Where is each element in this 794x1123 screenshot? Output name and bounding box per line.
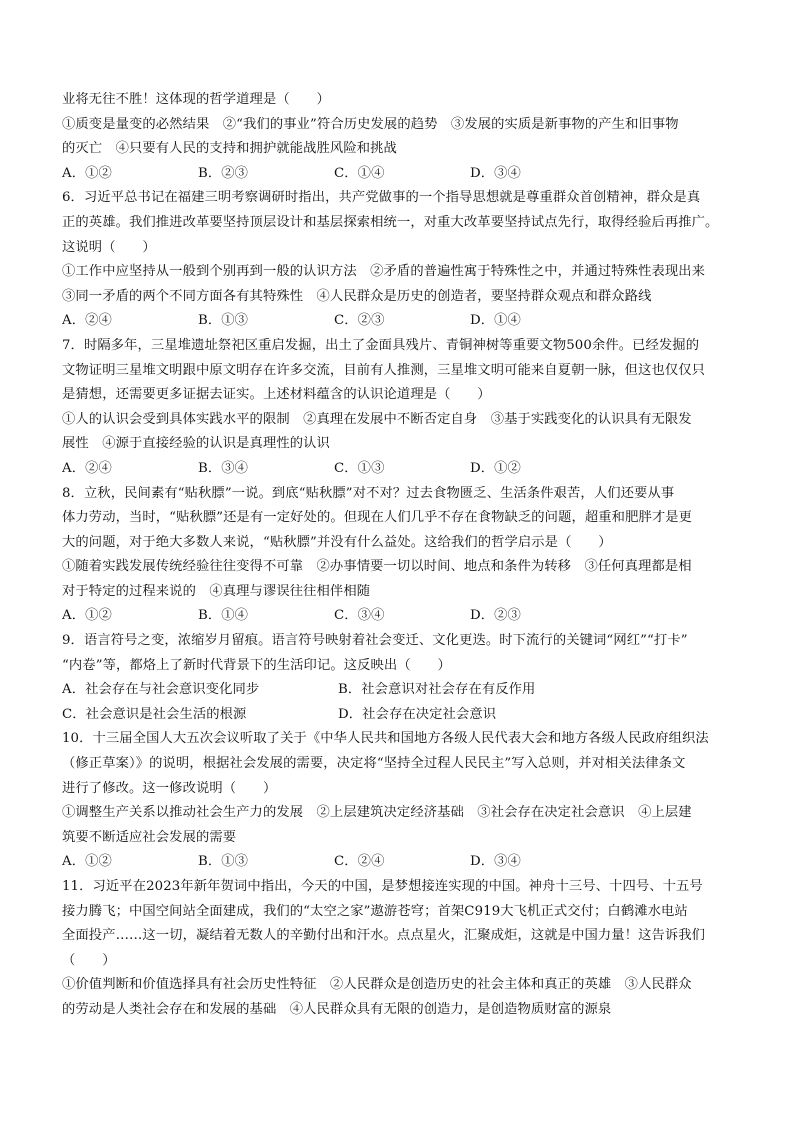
q9-option-d: D．社会存在决定社会意识 <box>338 706 497 722</box>
q10-statements: 筑要不断适应社会发展的需要 <box>62 829 237 845</box>
q9-option-c: C．社会意识是社会生活的根源 <box>62 706 247 722</box>
q10-statements: ①调整生产关系以推动社会生产力的发展 ②上层建筑决定经济基础 ③社会存在决定社会意识 ④上层建 <box>62 805 692 821</box>
q9-stem: 9．语言符号之变，浓缩岁月留痕。语言符号映射着社会变迁、文化更迭。时下流行的关键词“网红”“打卡” <box>62 633 688 649</box>
q7-options <box>62 457 734 482</box>
q5-options <box>62 162 734 187</box>
q6-stem: 正的英雄。我们推进改革要坚持顶层设计和基层探索相统一，对重大改革要坚持试点先行，取得经验后再推广。 <box>62 214 719 230</box>
q5-option-c: C．①④ <box>334 165 385 181</box>
q9-options-row1 <box>62 678 734 703</box>
q7-option-d: D．①② <box>470 460 521 476</box>
q10-option-b: B．①③ <box>198 854 249 870</box>
q9-option-a: A．社会存在与社会意识变化同步 <box>62 682 260 698</box>
q9-options-row2 <box>62 703 734 728</box>
q8-statements: 对于特定的过程来说的 ④真理与谬误往往相伴相随 <box>62 583 371 599</box>
q6-options <box>62 309 734 334</box>
q10-option-c: C．②④ <box>334 854 385 870</box>
q7-statements: 展性 ④源于直接经验的认识是真理性的认识 <box>62 436 330 452</box>
q10-option-d: D．③④ <box>470 854 521 870</box>
q8-options <box>62 604 734 629</box>
q7-option-c: C．①③ <box>334 460 385 476</box>
q6-option-d: D．①④ <box>470 313 521 329</box>
q8-option-c: C．③④ <box>334 608 385 624</box>
q6-statements: ①工作中应坚持从一般到个别再到一般的认识方法 ②矛盾的普遍性寓于特殊性之中，并通过特殊性表现出来 <box>62 264 706 280</box>
q8-option-d: D．②③ <box>470 608 521 624</box>
q7-stem: 文物证明三星堆文明跟中原文明存在许多交流，目前有人推测，三星堆文明可能来自夏朝一脉，但这也仅仅只 <box>62 362 706 378</box>
q10-option-a: A．①② <box>62 854 112 870</box>
q5-statements-cont: 的灭亡 ④只要有人民的支持和拥护就能战胜风险和挑战 <box>62 141 397 157</box>
q8-stem: 体力劳动，当时，“贴秋膘”还是有一定好处的。但现在人们几乎不存在食物缺乏的问题，超重和肥胖才是更 <box>62 510 693 526</box>
q8-option-b: B．①④ <box>198 608 249 624</box>
q5-option-b: B．②③ <box>198 165 249 181</box>
q9-stem: “内卷”等，都烙上了新时代背景下的生活印记。这反映出（ ） <box>62 657 451 673</box>
q7-statements: ①人的认识会受到具体实践水平的限制 ②真理在发展中不断否定自身 ③基于实践变化的认识具有无限发 <box>62 411 692 427</box>
q6-option-b: B．①③ <box>198 313 249 329</box>
q10-stem: 进行了修改。这一修改说明（ ） <box>62 780 277 796</box>
q5-option-d: D．③④ <box>470 165 521 181</box>
q5-option-a: A．①② <box>62 165 112 181</box>
q7-stem: 7．时隔多年，三星堆遗址祭祀区重启发掘，出土了金面具残片、青铜神树等重要文物500余件。已经发掘的 <box>62 337 700 353</box>
q5-statements: ①质变是量变的必然结果 ②“我们的事业”符合历史发展的趋势 ③发展的实质是新事物的产生和旧事物 <box>62 116 679 132</box>
q6-stem: 这说明（ ） <box>62 239 156 255</box>
q6-option-c: C．②③ <box>334 313 385 329</box>
q11-statements: ①价值判断和价值选择具有社会历史性特征 ②人民群众是创造历史的社会主体和真正的英雄 ③人民群众 <box>62 977 692 993</box>
q6-statements: ③同一矛盾的两个不同方面各有其特殊性 ④人民群众是历史的创造者，要坚持群众观点和群众路线 <box>62 288 652 304</box>
q11-statements: 的劳动是人类社会存在和发展的基础 ④人民群众具有无限的创造力，是创造物质财富的源泉 <box>62 1001 612 1017</box>
q6-stem: 6．习近平总书记在福建三明考察调研时指出，共产党做事的一个指导思想就是尊重群众首创精神，群众是真 <box>62 190 701 206</box>
q8-stem: 8．立秋，民间素有“贴秋膘”一说。到底“贴秋膘”对不对？过去食物匮乏、生活条件艰苦，人们还要从事 <box>62 485 675 501</box>
q9-option-b: B．社会意识对社会存在有反作用 <box>338 682 536 698</box>
q7-option-b: B．③④ <box>198 460 249 476</box>
q11-stem: 全面投产……这一切，凝结着无数人的辛勤付出和汗水。点点星火，汇聚成炬，这就是中国力量！这告诉我们 <box>62 928 706 944</box>
q8-statements: ①随着实践发展传统经验往往变得不可靠 ②办事情要一切以时间、地点和条件为转移 ③任何真理都是相 <box>62 559 692 575</box>
q8-option-a: A．①② <box>62 608 112 624</box>
q10-stem: 10．十三届全国人大五次会议听取了关于《中华人民共和国地方各级人民代表大会和地方各级人民政府组织法 <box>62 731 709 747</box>
q8-stem: 大的问题，对于绝大多数人来说，“贴秋膘”并没有什么益处。这给我们的哲学启示是（ ） <box>62 534 612 550</box>
q10-stem: （修正草案）》的说明，根据社会发展的需要，决定将“坚持全过程人民民主”写入总则，并对相关法律条文 <box>62 756 686 772</box>
q7-option-a: A．②④ <box>62 460 112 476</box>
q5-stem-end: 业将无往不胜！这体现的哲学道理是（ ） <box>62 92 330 107</box>
q11-stem: 接力腾飞；中国空间站全面建成，我们的“太空之家”遨游苍穹；首架C919大飞机正式交付；白鹤滩水电站 <box>62 903 688 919</box>
q7-stem: 是猜想，还需要更多证据去证实。上述材料蕴含的认识论道理是（ ） <box>62 387 491 403</box>
q10-options <box>62 850 734 875</box>
q11-stem: 11．习近平在2023年新年贺词中指出，今天的中国，是梦想接连实现的中国。神舟十三号、十四号、十五号 <box>62 879 703 894</box>
q6-option-a: A．②④ <box>62 313 112 329</box>
q11-stem: （ ） <box>62 952 116 968</box>
